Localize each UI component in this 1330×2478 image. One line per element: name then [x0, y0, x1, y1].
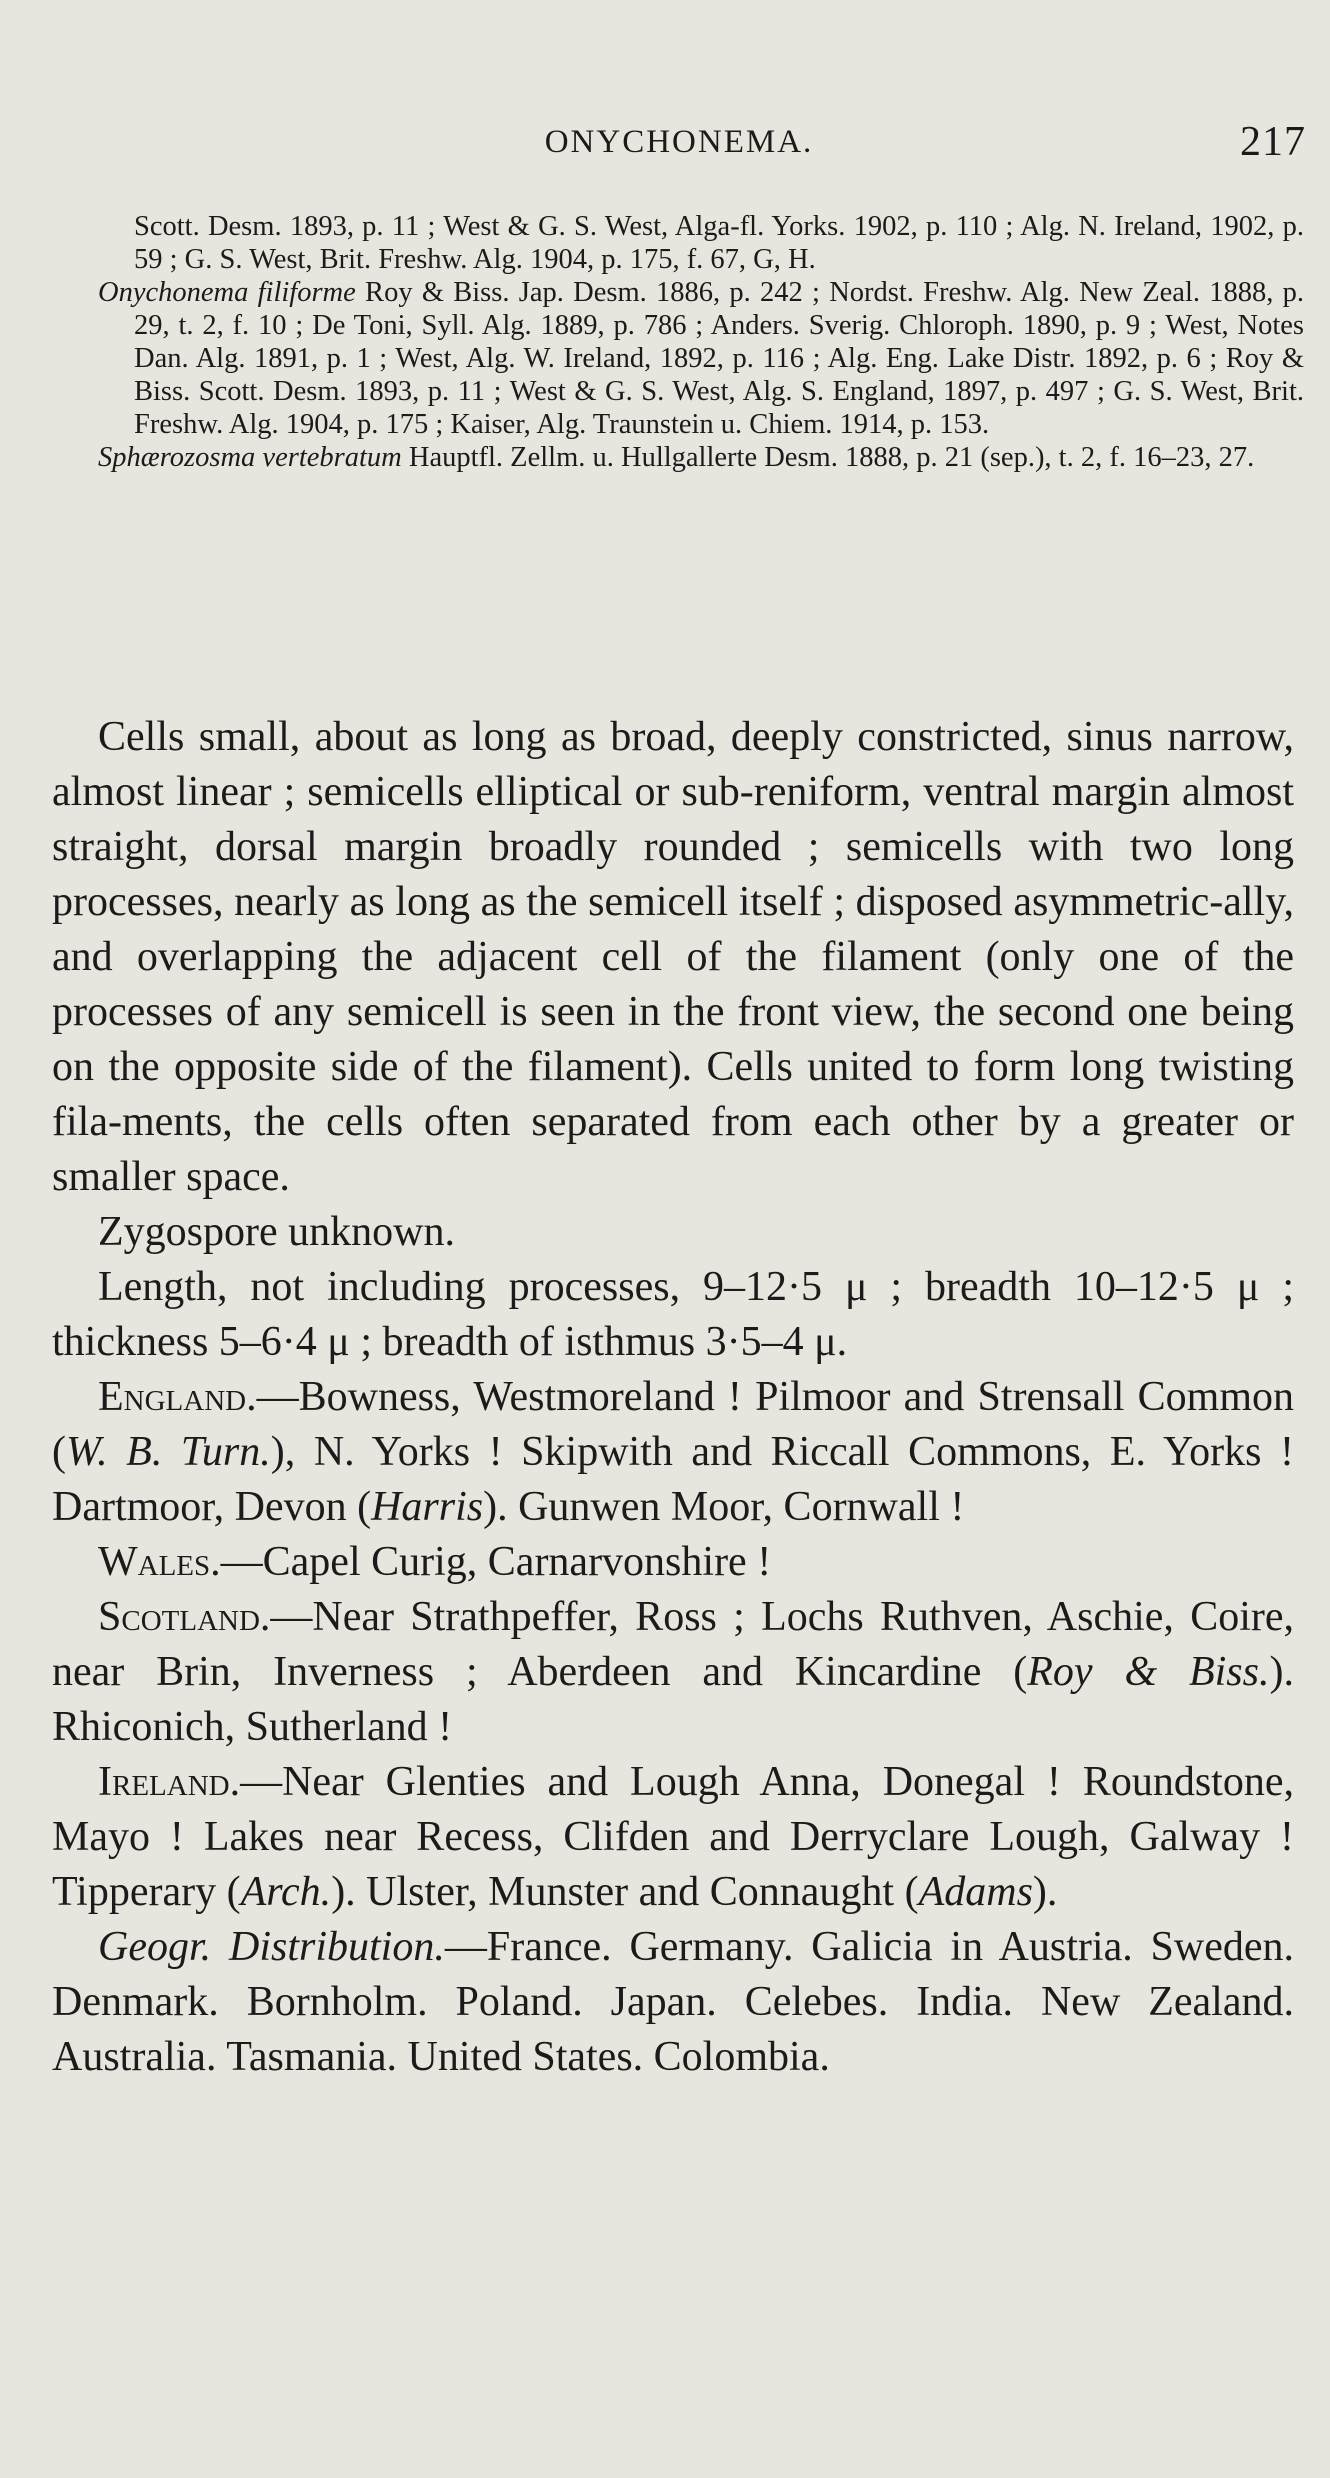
- taxon-name: Onychonema filiforme: [98, 277, 356, 308]
- region-label-scotland: Scotland.: [98, 1594, 271, 1640]
- region-label-ireland: Ireland.: [98, 1759, 241, 1805]
- page-header: [52, 118, 1306, 178]
- running-head: ONYCHONEMA.: [544, 124, 814, 160]
- region-label-wales: Wales.: [98, 1539, 221, 1585]
- page-number: 217: [1240, 119, 1306, 165]
- scotland-paragraph: Scotland.—Near Strathpeffer, Ross ; Lochs Ruthven, Aschie, Coire, near Brin, Inverness ; Aberdeen and Kincardine (Roy & Biss.). Rhiconich, Sutherland !: [52, 1594, 1295, 1750]
- geographic-distribution-paragraph: Geogr. Distribution.—France. Germany. Galicia in Austria. Sweden. Denmark. Bornholm. Poland. Japan. Celebes. India. New Zealand. Australia. Tasmania. United States. Colombia.: [52, 1924, 1295, 2080]
- collector-name: Adams: [918, 1869, 1033, 1915]
- description-paragraph: Cells small, about as long as broad, deeply constricted, sinus narrow, almost linear ; semicells elliptical or sub-reniform, ventral margin almost straight, dorsal margin broadly rounded ; semicells with two long processes, nearly as long as the semicell itself ; disposed asymmetric-ally, and overlapping the adjacent cell of the filament (only one of the processes of any semicell is seen in the front view, the second one being on the opposite side of the filament). Cells united to form long twisting fila-ments, the cells often separated from each other by a greater or smaller space.: [52, 714, 1294, 1200]
- collector-name: Harris: [371, 1484, 484, 1530]
- species-description: [52, 710, 1294, 2085]
- reference-text: Hauptfl. Zellm. u. Hullgallerte Desm. 1888, p. 21 (sep.), t. 2, f. 16–23, 27.: [401, 442, 1255, 473]
- reference-continuation: Scott. Desm. 1893, p. 11 ; West & G. S. West, Alga-fl. Yorks. 1902, p. 110 ; Alg. N. Ireland, 1902, p. 59 ; G. S. West, Brit. Freshw. Alg. 1904, p. 175, f. 67, G, H.: [134, 211, 1304, 275]
- collector-name: Arch.: [240, 1869, 332, 1915]
- region-label-england: England.: [98, 1374, 257, 1420]
- reference-text: Roy & Biss. Jap. Desm. 1886, p. 242 ; Nordst. Freshw. Alg. New Zeal. 1888, p. 29, t. 2, f. 10 ; De Toni, Syll. Alg. 1889, p. 786 ; Anders. Sverig. Chloroph. 1890, p. 9 ; West, Notes Dan. Alg. 1891, p. 1 ; West, Alg. W. Ireland, 1892, p. 116 ; Alg. Eng. Lake Distr. 1892, p. 6 ; Roy & Biss. Scott. Desm. 1893, p. 11 ; West & G. S. West, Alg. S. England, 1897, p. 497 ; G. S. West, Brit. Freshw. Alg. 1904, p. 175 ; Kaiser, Alg. Traunstein u. Chiem. 1914, p. 153.: [134, 277, 1305, 440]
- england-paragraph: England.—Bowness, Westmoreland ! Pilmoor and Strensall Common (W. B. Turn.), N. Yorks ! Skipwith and Riccall Commons, E. Yorks ! Dartmoor, Devon (Harris). Gunwen Moor, Cornwall !: [52, 1374, 1294, 1530]
- ireland-paragraph: Ireland.—Near Glenties and Lough Anna, Donegal ! Roundstone, Mayo ! Lakes near Recess, Clifden and Derryclare Lough, Galway ! Tipperary (Arch.). Ulster, Munster and Connaught (Adams).: [52, 1759, 1294, 1915]
- collector-name: Roy & Biss.: [1027, 1649, 1270, 1695]
- reference-sphaerozosma-vertebratum: [98, 441, 1304, 474]
- collector-name: W. B. Turn.: [66, 1429, 271, 1475]
- zygospore-paragraph: Zygospore unknown.: [98, 1209, 455, 1255]
- synonymy-references: [98, 210, 1304, 474]
- taxon-name: Sphærozosma vertebratum: [98, 442, 402, 473]
- geographic-distribution-label: Geogr. Distribution.: [98, 1924, 445, 1970]
- dimensions-paragraph: Length, not including processes, 9–12·5 μ ; breadth 10–12·5 μ ; thickness 5–6·4 μ ; breadth of isthmus 3·5–4 μ.: [52, 1264, 1294, 1365]
- reference-onychonema-filiforme: [98, 276, 1305, 441]
- wales-paragraph: Wales.—Capel Curig, Carnarvonshire !: [98, 1539, 772, 1585]
